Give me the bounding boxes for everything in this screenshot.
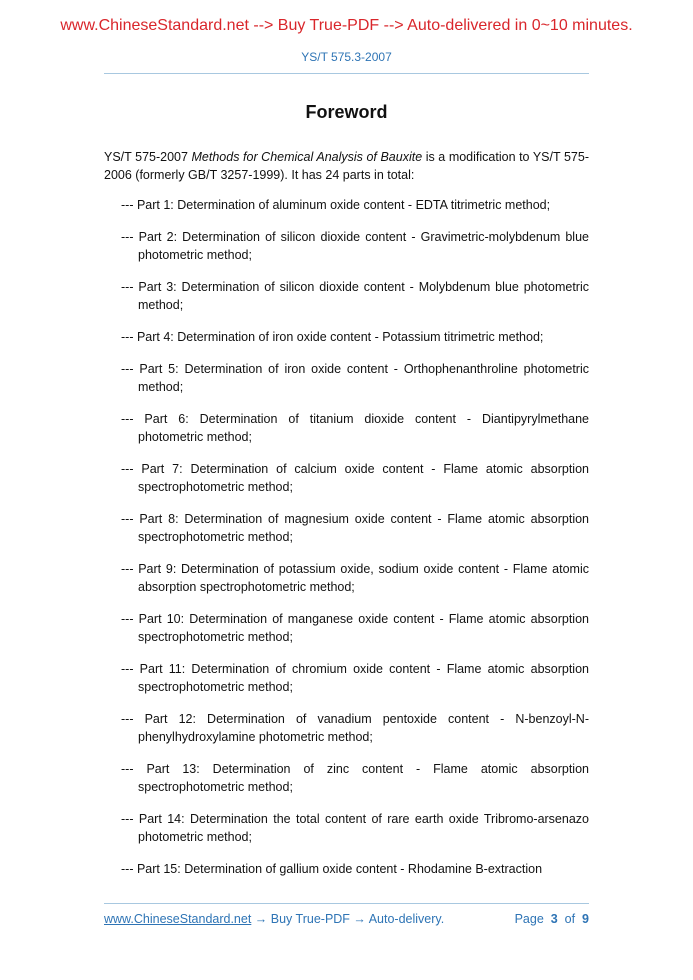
intro-prefix: YS/T 575-2007 xyxy=(104,150,192,164)
intro-paragraph xyxy=(104,148,589,184)
page-title: Foreword xyxy=(305,102,388,122)
parts-list xyxy=(121,196,589,892)
current-page: 3 xyxy=(550,912,558,926)
list-item: --- Part 9: Determination of potassium oxide, sodium oxide content - Flame atomic absorption spectrophotometric method; xyxy=(121,562,589,594)
total-pages: 9 xyxy=(582,912,589,926)
list-item: --- Part 3: Determination of silicon dioxide content - Molybdenum blue photometric method; xyxy=(121,280,589,312)
promo-banner[interactable]: www.ChineseStandard.net --> Buy True-PDF --> Auto-delivered in 0~10 minutes. xyxy=(60,17,633,34)
list-item: --- Part 4: Determination of iron oxide content - Potassium titrimetric method; xyxy=(121,330,544,344)
standard-number: YS/T 575.3-2007 xyxy=(301,50,392,64)
page-label: Page xyxy=(514,912,544,926)
intro-suffix: is a modification to YS/T 575-2006 (formerly GB/T 3257-1999). It has 24 parts in total: xyxy=(104,150,589,182)
of-label: of xyxy=(564,912,576,926)
list-item: --- Part 10: Determination of manganese oxide content - Flame atomic absorption spectrophotometric method; xyxy=(121,612,589,644)
list-item: --- Part 8: Determination of magnesium oxide content - Flame atomic absorption spectrophotometric method; xyxy=(121,512,589,544)
list-item: --- Part 5: Determination of iron oxide content - Orthophenanthroline photometric method; xyxy=(121,362,589,394)
list-item: --- Part 7: Determination of calcium oxide content - Flame atomic absorption spectrophotometric method; xyxy=(121,462,589,494)
list-item: --- Part 1: Determination of aluminum oxide content - EDTA titrimetric method; xyxy=(121,198,551,212)
footer-text: → Buy True-PDF → Auto-delivery. xyxy=(251,912,445,926)
intro-book-title: Methods for Chemical Analysis of Bauxite xyxy=(191,150,423,164)
page-indicator xyxy=(515,912,589,926)
list-item: --- Part 14: Determination the total content of rare earth oxide Tribromo-arsenazo photometric method; xyxy=(121,812,589,844)
footer-link[interactable]: www.ChineseStandard.net xyxy=(104,912,252,926)
list-item: --- Part 6: Determination of titanium dioxide content - Diantipyrylmethane photometric method; xyxy=(121,412,589,444)
list-item: --- Part 13: Determination of zinc content - Flame atomic absorption spectrophotometric method; xyxy=(121,762,589,794)
list-item: --- Part 15: Determination of gallium oxide content - Rhodamine B-extraction xyxy=(121,862,543,876)
list-item: --- Part 2: Determination of silicon dioxide content - Gravimetric-molybdenum blue photometric method; xyxy=(121,230,589,262)
footer-divider xyxy=(104,903,589,904)
list-item: --- Part 12: Determination of vanadium pentoxide content - N-benzoyl-N-phenylhydroxylamine photometric method; xyxy=(121,712,589,744)
footer xyxy=(104,912,589,926)
list-item: --- Part 11: Determination of chromium oxide content - Flame atomic absorption spectrophotometric method; xyxy=(121,662,589,694)
header-divider xyxy=(104,73,589,74)
